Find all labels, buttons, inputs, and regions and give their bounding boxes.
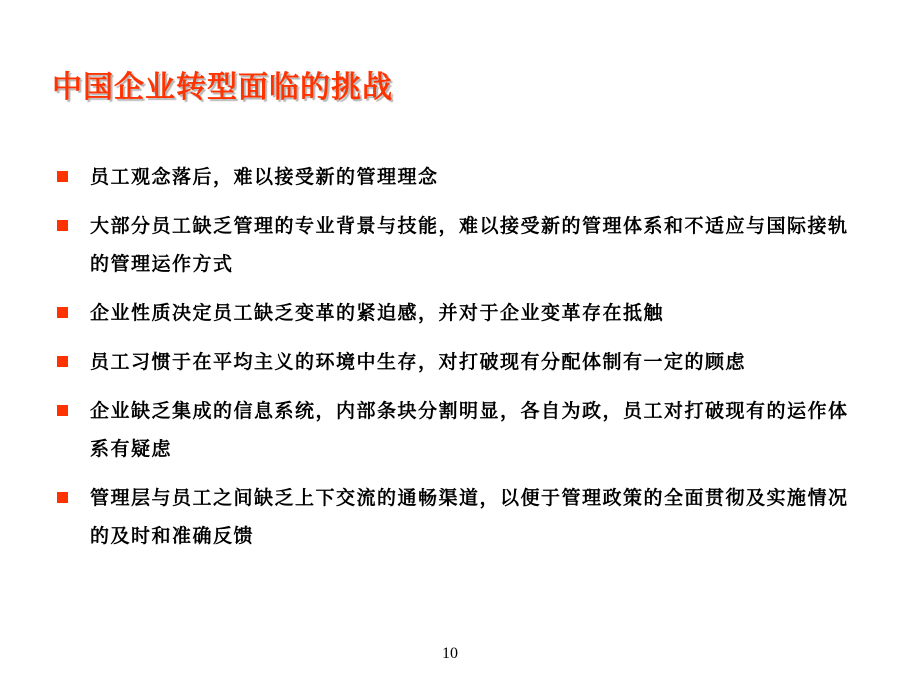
bullet-text: 大部分员工缺乏管理的专业背景与技能，难以接受新的管理体系和不适应与国际接轨的管理运作方式 <box>90 215 849 275</box>
square-bullet-icon <box>57 171 68 182</box>
square-bullet-icon <box>57 492 68 503</box>
bullet-text: 管理层与员工之间缺乏上下交流的通畅渠道，以便于管理政策的全面贯彻及实施情况的及时和准确反馈 <box>90 487 849 547</box>
bullet-text: 员工观念落后，难以接受新的管理理念 <box>90 166 439 188</box>
bullet-item <box>56 294 856 332</box>
square-bullet-icon <box>57 220 68 231</box>
bullet-item <box>56 392 856 468</box>
square-bullet-icon <box>57 356 68 367</box>
square-bullet-icon <box>57 405 68 416</box>
bullet-item <box>56 158 856 196</box>
bullet-text: 企业性质决定员工缺乏变革的紧迫感，并对于企业变革存在抵触 <box>90 302 665 324</box>
square-bullet-icon <box>57 307 68 318</box>
bullet-list <box>56 158 856 566</box>
bullet-item <box>56 343 856 381</box>
bullet-item <box>56 479 856 555</box>
bullet-text: 企业缺乏集成的信息系统，内部条块分割明显，各自为政，员工对打破现有的运作体系有疑虑 <box>90 400 849 460</box>
page-number: 10 <box>442 645 458 662</box>
slide-title: 中国企业转型面临的挑战 <box>52 70 393 105</box>
bullet-text: 员工习惯于在平均主义的环境中生存，对打破现有分配体制有一定的顾虑 <box>90 351 747 373</box>
bullet-item <box>56 207 856 283</box>
